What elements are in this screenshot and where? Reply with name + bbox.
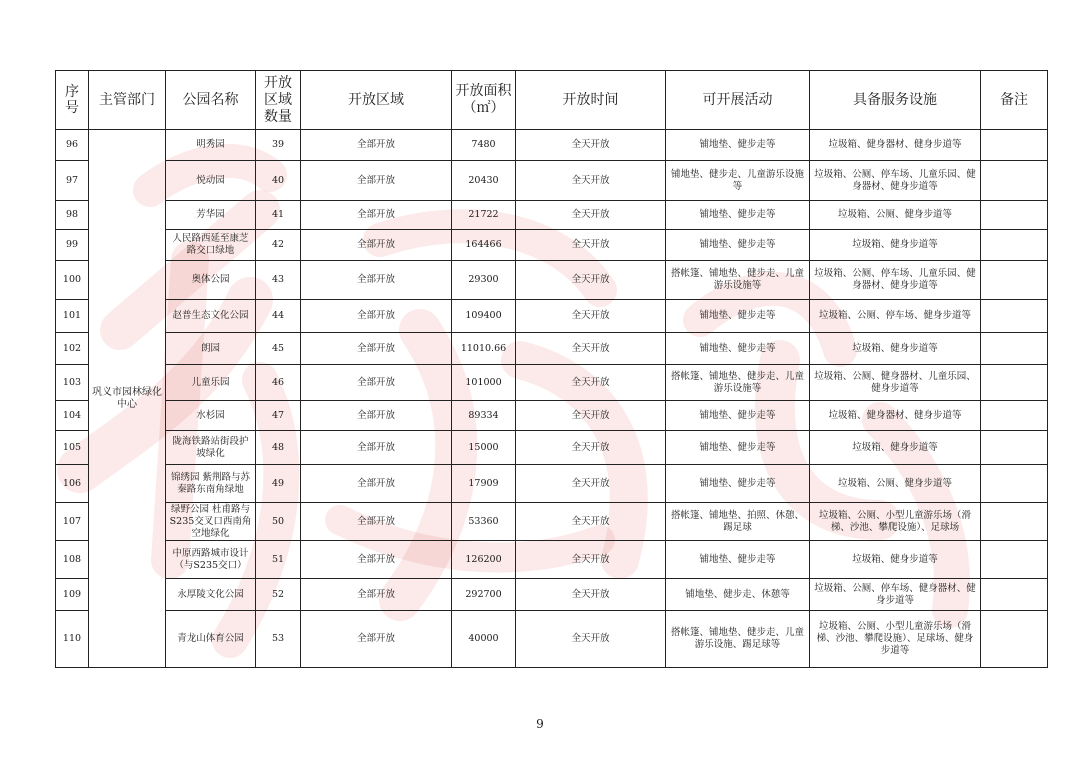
cell-open-time: 全天开放 — [516, 365, 666, 401]
table-row — [56, 300, 1048, 333]
cell-open-scope: 全部开放 — [301, 300, 452, 333]
cell-activities: 铺地垫、健步走等 — [666, 401, 810, 431]
cell-serial-number: 98 — [56, 201, 89, 230]
cell-open-area: 11010.66 — [452, 333, 516, 365]
cell-area-count: 39 — [256, 130, 301, 161]
cell-facilities: 垃圾箱、健身器材、健身步道等 — [810, 130, 981, 161]
header-area-count — [256, 71, 301, 130]
cell-park-name: 赵普生态文化公园 — [166, 300, 256, 333]
header-notes-label: 备注 — [1000, 91, 1028, 108]
cell-area-count: 44 — [256, 300, 301, 333]
cell-area-count: 49 — [256, 465, 301, 503]
header-open-area-label: 开放面积 （㎡） — [455, 83, 512, 116]
cell-area-count: 51 — [256, 541, 301, 579]
cell-serial-number: 100 — [56, 261, 89, 300]
cell-open-scope: 全部开放 — [301, 201, 452, 230]
cell-serial-number: 101 — [56, 300, 89, 333]
cell-serial-number: 102 — [56, 333, 89, 365]
cell-open-time: 全天开放 — [516, 579, 666, 611]
cell-serial-number: 99 — [56, 230, 89, 261]
cell-area-count: 50 — [256, 503, 301, 541]
cell-open-area: 15000 — [452, 431, 516, 465]
header-activities-label: 可开展活动 — [702, 91, 773, 108]
cell-open-time: 全天开放 — [516, 230, 666, 261]
cell-serial-number: 103 — [56, 365, 89, 401]
cell-notes — [981, 333, 1048, 365]
cell-open-scope: 全部开放 — [301, 130, 452, 161]
header-open-scope — [301, 71, 452, 130]
header-department-label: 主管部门 — [99, 91, 155, 108]
cell-activities: 搭帐篷、铺地垫、拍照、休憩、踢足球 — [666, 503, 810, 541]
table-row — [56, 431, 1048, 465]
cell-notes — [981, 230, 1048, 261]
page-number: 9 — [536, 717, 544, 731]
header-park-name — [166, 71, 256, 130]
cell-open-area: 53360 — [452, 503, 516, 541]
header-serial-number-label: 序 号 — [65, 84, 79, 116]
park-opening-table — [55, 70, 1048, 668]
cell-open-time: 全天开放 — [516, 503, 666, 541]
table-row — [56, 401, 1048, 431]
cell-facilities: 垃圾箱、公厕、小型儿童游乐场（滑梯、沙池、攀爬设施）、足球场 — [810, 503, 981, 541]
cell-activities: 铺地垫、健步走、儿童游乐设施等 — [666, 161, 810, 201]
cell-open-area: 21722 — [452, 201, 516, 230]
cell-serial-number: 110 — [56, 611, 89, 668]
cell-open-time: 全天开放 — [516, 161, 666, 201]
table-row — [56, 130, 1048, 161]
cell-serial-number: 108 — [56, 541, 89, 579]
cell-area-count: 43 — [256, 261, 301, 300]
table-row — [56, 161, 1048, 201]
cell-open-scope: 全部开放 — [301, 161, 452, 201]
header-facilities — [810, 71, 981, 130]
cell-park-name: 悦动园 — [166, 161, 256, 201]
cell-serial-number: 106 — [56, 465, 89, 503]
cell-notes — [981, 300, 1048, 333]
cell-notes — [981, 201, 1048, 230]
header-open-time — [516, 71, 666, 130]
cell-facilities: 垃圾箱、健身步道等 — [810, 541, 981, 579]
cell-notes — [981, 401, 1048, 431]
cell-area-count: 45 — [256, 333, 301, 365]
cell-open-scope: 全部开放 — [301, 579, 452, 611]
cell-area-count: 53 — [256, 611, 301, 668]
table-row — [56, 230, 1048, 261]
cell-activities: 搭帐篷、铺地垫、健步走、儿童游乐设施、踢足球等 — [666, 611, 810, 668]
cell-open-area: 101000 — [452, 365, 516, 401]
cell-open-area: 17909 — [452, 465, 516, 503]
table-row — [56, 611, 1048, 668]
cell-facilities: 垃圾箱、公厕、健身步道等 — [810, 465, 981, 503]
cell-facilities: 垃圾箱、健身步道等 — [810, 333, 981, 365]
cell-open-scope: 全部开放 — [301, 503, 452, 541]
cell-open-time: 全天开放 — [516, 431, 666, 465]
cell-activities: 铺地垫、健步走等 — [666, 541, 810, 579]
cell-park-name: 人民路西延至康芝路交口绿地 — [166, 230, 256, 261]
cell-serial-number: 97 — [56, 161, 89, 201]
cell-notes — [981, 130, 1048, 161]
header-open-area — [452, 71, 516, 130]
cell-activities: 铺地垫、健步走等 — [666, 300, 810, 333]
cell-open-scope: 全部开放 — [301, 431, 452, 465]
cell-facilities: 垃圾箱、公厕、停车场、健身器材、健身步道等 — [810, 579, 981, 611]
cell-facilities: 垃圾箱、公厕、停车场、健身步道等 — [810, 300, 981, 333]
cell-notes — [981, 465, 1048, 503]
cell-open-time: 全天开放 — [516, 541, 666, 579]
cell-open-scope: 全部开放 — [301, 611, 452, 668]
cell-facilities: 垃圾箱、公厕、小型儿童游乐场（滑梯、沙池、攀爬设施）、足球场、健身步道等 — [810, 611, 981, 668]
cell-notes — [981, 503, 1048, 541]
cell-activities: 铺地垫、健步走等 — [666, 130, 810, 161]
cell-area-count: 47 — [256, 401, 301, 431]
table-row — [56, 465, 1048, 503]
header-facilities-label: 具备服务设施 — [853, 91, 937, 108]
cell-area-count: 46 — [256, 365, 301, 401]
header-serial-number — [56, 71, 89, 130]
cell-open-time: 全天开放 — [516, 300, 666, 333]
header-activities — [666, 71, 810, 130]
cell-department: 巩义市园林绿化中心 — [89, 130, 166, 668]
cell-open-scope: 全部开放 — [301, 365, 452, 401]
table-row — [56, 333, 1048, 365]
cell-serial-number: 104 — [56, 401, 89, 431]
cell-facilities: 垃圾箱、健身步道等 — [810, 431, 981, 465]
cell-facilities: 垃圾箱、健身步道等 — [810, 230, 981, 261]
cell-activities: 搭帐篷、铺地垫、健步走、儿童游乐设施等 — [666, 261, 810, 300]
cell-open-area: 40000 — [452, 611, 516, 668]
cell-activities: 搭帐篷、铺地垫、健步走、儿童游乐设施等 — [666, 365, 810, 401]
cell-open-area: 109400 — [452, 300, 516, 333]
cell-open-time: 全天开放 — [516, 611, 666, 668]
cell-open-time: 全天开放 — [516, 333, 666, 365]
cell-facilities: 垃圾箱、公厕、停车场、儿童乐园、健身器材、健身步道等 — [810, 161, 981, 201]
cell-open-area: 292700 — [452, 579, 516, 611]
cell-activities: 铺地垫、健步走等 — [666, 431, 810, 465]
cell-serial-number: 107 — [56, 503, 89, 541]
table-row — [56, 503, 1048, 541]
cell-open-area: 20430 — [452, 161, 516, 201]
cell-park-name: 永厚陵文化公园 — [166, 579, 256, 611]
cell-facilities: 垃圾箱、健身器材、健身步道等 — [810, 401, 981, 431]
header-area-count-label: 开放 区域 数量 — [264, 74, 292, 125]
cell-park-name: 水杉园 — [166, 401, 256, 431]
cell-area-count: 48 — [256, 431, 301, 465]
cell-park-name: 锦绣园 紫荆路与苏秦路东南角绿地 — [166, 465, 256, 503]
cell-park-name: 奥体公园 — [166, 261, 256, 300]
header-open-scope-label: 开放区域 — [348, 91, 404, 108]
cell-open-area: 126200 — [452, 541, 516, 579]
table-row — [56, 541, 1048, 579]
cell-park-name: 儿童乐园 — [166, 365, 256, 401]
cell-open-scope: 全部开放 — [301, 541, 452, 579]
cell-open-area: 89334 — [452, 401, 516, 431]
header-park-name-label: 公园名称 — [182, 91, 239, 108]
cell-area-count: 52 — [256, 579, 301, 611]
cell-open-scope: 全部开放 — [301, 465, 452, 503]
header-notes — [981, 71, 1048, 130]
cell-open-time: 全天开放 — [516, 130, 666, 161]
cell-open-area: 164466 — [452, 230, 516, 261]
cell-area-count: 41 — [256, 201, 301, 230]
cell-notes — [981, 365, 1048, 401]
cell-open-area: 29300 — [452, 261, 516, 300]
cell-park-name: 朗园 — [166, 333, 256, 365]
cell-notes — [981, 611, 1048, 668]
table-header-row — [56, 71, 1048, 130]
cell-activities: 铺地垫、健步走等 — [666, 465, 810, 503]
cell-notes — [981, 541, 1048, 579]
cell-open-time: 全天开放 — [516, 261, 666, 300]
cell-open-area: 7480 — [452, 130, 516, 161]
cell-open-time: 全天开放 — [516, 465, 666, 503]
cell-park-name: 芳华园 — [166, 201, 256, 230]
cell-notes — [981, 161, 1048, 201]
cell-open-scope: 全部开放 — [301, 333, 452, 365]
cell-park-name: 明秀园 — [166, 130, 256, 161]
cell-park-name: 陇海铁路站街段护坡绿化 — [166, 431, 256, 465]
cell-activities: 铺地垫、健步走、休憩等 — [666, 579, 810, 611]
cell-park-name: 中原西路城市设计（与S235交口） — [166, 541, 256, 579]
cell-open-time: 全天开放 — [516, 201, 666, 230]
header-open-time-label: 开放时间 — [562, 91, 619, 108]
cell-open-scope: 全部开放 — [301, 401, 452, 431]
cell-notes — [981, 579, 1048, 611]
cell-activities: 铺地垫、健步走等 — [666, 333, 810, 365]
table-row — [56, 201, 1048, 230]
cell-facilities: 垃圾箱、公厕、健身器材、儿童乐园、健身步道等 — [810, 365, 981, 401]
cell-notes — [981, 431, 1048, 465]
cell-open-time: 全天开放 — [516, 401, 666, 431]
cell-serial-number: 96 — [56, 130, 89, 161]
table-row — [56, 579, 1048, 611]
cell-serial-number: 109 — [56, 579, 89, 611]
cell-park-name: 绿野公园 杜甫路与S235交叉口西南角空地绿化 — [166, 503, 256, 541]
cell-activities: 铺地垫、健步走等 — [666, 230, 810, 261]
cell-area-count: 40 — [256, 161, 301, 201]
cell-activities: 铺地垫、健步走等 — [666, 201, 810, 230]
cell-facilities: 垃圾箱、公厕、停车场、儿童乐园、健身器材、健身步道等 — [810, 261, 981, 300]
cell-facilities: 垃圾箱、公厕、健身步道等 — [810, 201, 981, 230]
cell-park-name: 青龙山体育公园 — [166, 611, 256, 668]
cell-open-scope: 全部开放 — [301, 261, 452, 300]
table-row — [56, 365, 1048, 401]
cell-notes — [981, 261, 1048, 300]
cell-area-count: 42 — [256, 230, 301, 261]
cell-serial-number: 105 — [56, 431, 89, 465]
table-row — [56, 261, 1048, 300]
header-department — [89, 71, 166, 130]
cell-open-scope: 全部开放 — [301, 230, 452, 261]
